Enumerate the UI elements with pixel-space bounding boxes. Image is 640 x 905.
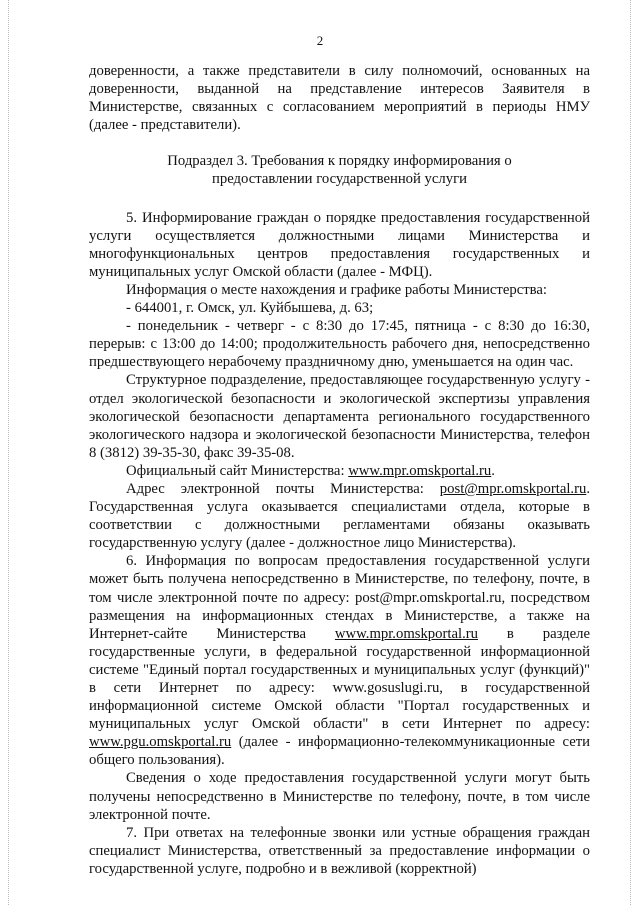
schedule-paragraph: - понедельник - четверг - с 8:30 до 17:45, пятница - с 8:30 до 16:30, перерыв: с 13:00 до 14:00; продолжительность рабочего дня, непосредственно предшествующего нерабочему праздничному дню, уменьшается на один час. [89, 318, 590, 371]
email-link[interactable]: post@mpr.omskportal.ru [439, 480, 587, 497]
info-heading: Информация о месте нахождения и графике работы Министерства: [126, 281, 547, 298]
website-paragraph [89, 462, 590, 480]
email-paragraph [89, 480, 590, 552]
paragraph-continuation: доверенности, а также представители в силу полномочий, основанных на доверенности, выданной на представление интересов Заявителя в Министерстве, связанных с согласованием мероприятий в периоды НМУ (далее - представители). [89, 63, 590, 134]
section-title: Подраздел 3. Требования к порядку информирования о предоставлении государственной услуги [167, 153, 512, 188]
website-link[interactable]: www.mpr.omskportal.ru [348, 462, 492, 479]
ministry-site-link[interactable]: www.mpr.omskportal.ru [334, 625, 478, 642]
page-number: 2 [316, 33, 324, 48]
right-scan-edge [630, 0, 631, 905]
paragraph-5: 5. Информирование граждан о порядке предоставления государственной услуги осуществляется должностными лицами Министерства и многофункциональных центров предоставления государственных и муниципальных услуг Омской области (далее - МФЦ). [89, 209, 590, 280]
email-label: Адрес электронной почты Министерства: [126, 480, 440, 497]
address-line: - 644001, г. Омск, ул. Куйбышева, д. 63; [126, 300, 374, 317]
paragraph-7: 7. При ответах на телефонные звонки или устные обращения граждан специалист Министерства, ответственный за предоставление информации о государственной услуге, подробно и в вежливой (корректной) [89, 824, 590, 877]
left-scan-edge [8, 0, 9, 905]
website-suffix: . [491, 462, 495, 479]
paragraph-6-part-a: 6. Информация по вопросам предоставления государственной услуги может быть получена непосредственно в Министерстве, по телефону, почте, в том числе электронной почте по адресу: post@mpr.omskportal.ru, посредством размещения на информационных стендах в Министерстве, а также на Интернет-сайте Министерства [89, 553, 590, 642]
website-label: Официальный сайт Министерства: [126, 462, 349, 479]
paragraph-6-part-c: (далее - информационно-телекоммуникационные сети общего пользования). [89, 734, 590, 769]
paragraph-6 [89, 552, 590, 769]
document-body [89, 62, 590, 878]
progress-info-paragraph: Сведения о ходе предоставления государственной услуги могут быть получены непосредственно в Министерстве по телефону, почте, в том числе электронной почте. [89, 770, 590, 823]
paragraph-6-part-b: в разделе государственные услуги, в федеральной государственной информационной системе "Единый портал государственных и муниципальных услуг (функций)" в сети Интернет по адресу: www.gosuslugi.ru, в государственной информационной системе Омской области "Портал государственных и муниципальных услуг Омской области" в сети Интернет по адресу: [89, 625, 590, 733]
pgu-portal-link[interactable]: www.pgu.omskportal.ru [89, 734, 232, 751]
structural-unit-paragraph: Структурное подразделение, предоставляющее государственную услугу - отдел экологической безопасности и экологической экспертизы управления экологической безопасности департамента регионального государственного экологического надзора и экологической безопасности Министерства, телефон 8 (3812) 39-35-30, факс 39-35-08. [89, 372, 590, 461]
email-paragraph-rest: . Государственная услуга оказывается специалистами отдела, которые в соответствии с должностными регламентами обязаны оказывать государственную услугу (далее - должностное лицо Министерства). [89, 480, 590, 552]
